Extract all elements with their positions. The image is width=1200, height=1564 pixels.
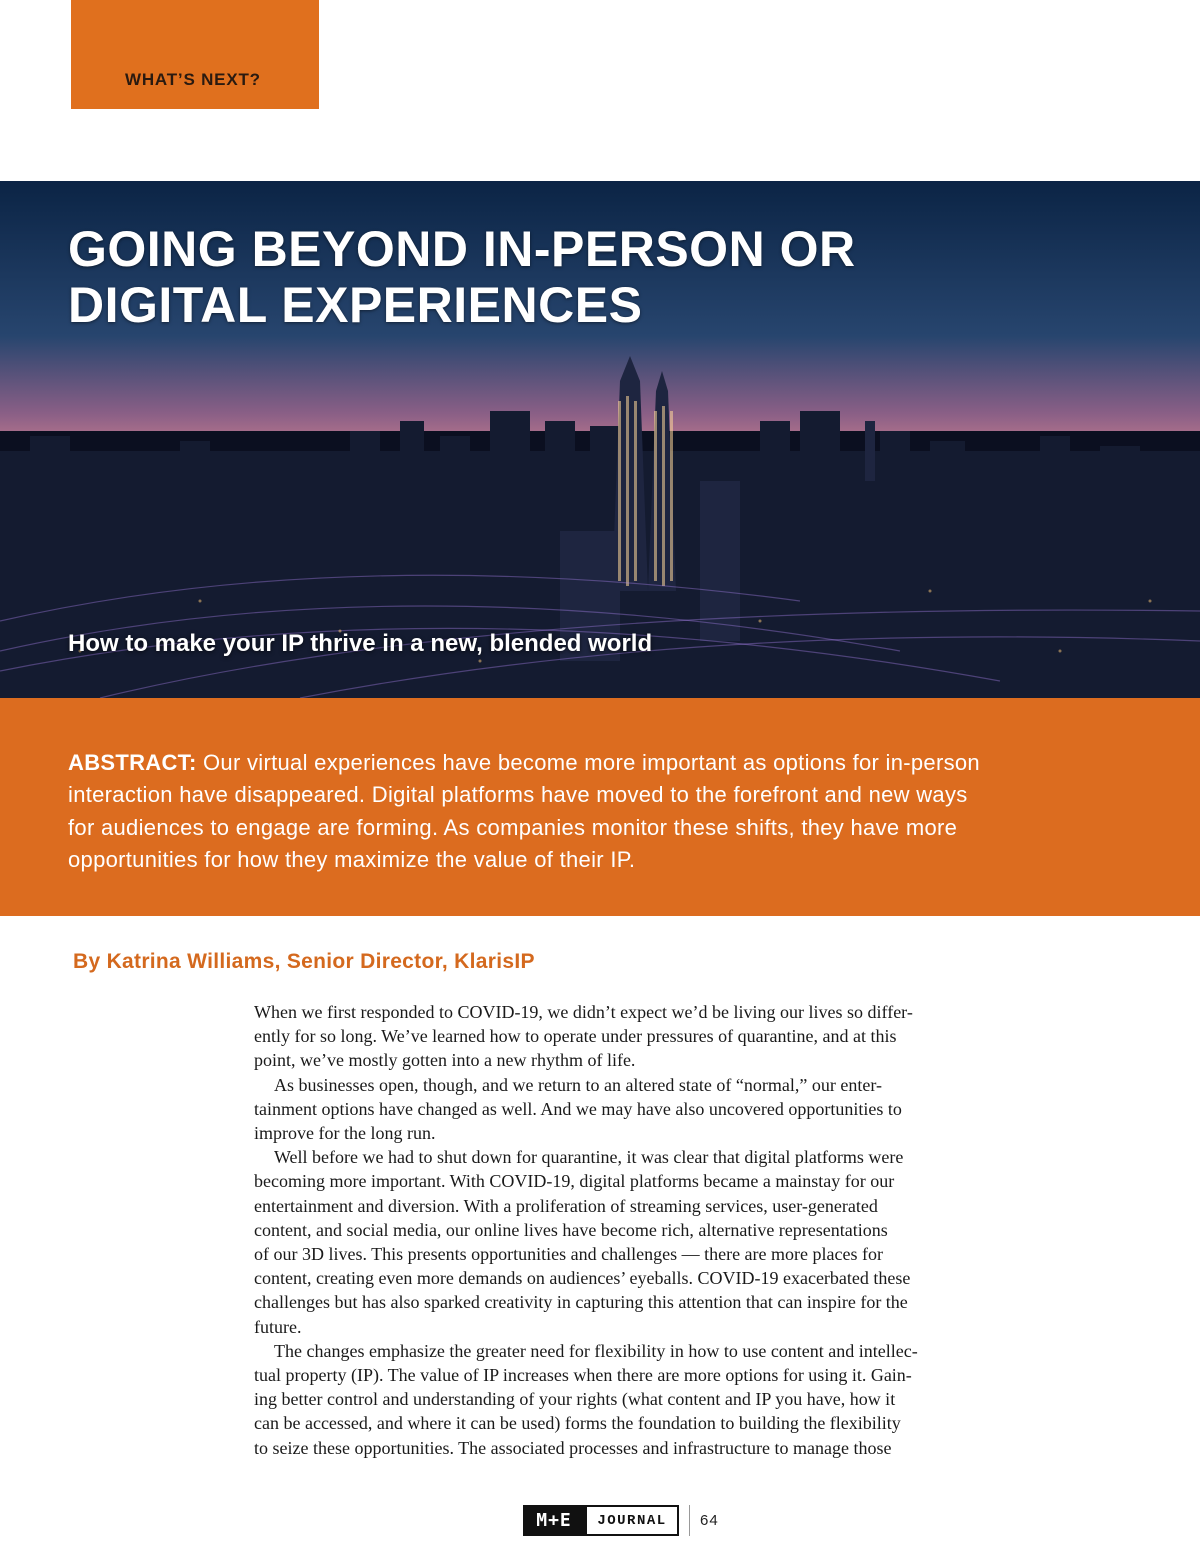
abstract-line: for audiences to engage are forming. As companies monitor these shifts, they have more [68, 814, 958, 840]
body-line: content, creating even more demands on audiences’ eyeballs. COVID-19 exacerbated these [254, 1268, 911, 1289]
body-line: tainment options have changed as well. And we may have also uncovered opportunities to [254, 1098, 902, 1119]
body-line: tual property (IP). The value of IP increases when there are more options for using it. Gain- [254, 1365, 912, 1386]
abstract-text [68, 747, 1088, 876]
article-subtitle: How to make your IP thrive in a new, blended world [68, 630, 653, 657]
body-line: becoming more important. With COVID-19, digital platforms became a mainstay for our [254, 1171, 895, 1192]
author-byline: By Katrina Williams, Senior Director, KlarisIP [73, 950, 535, 973]
abstract-line: Our virtual experiences have become more important as options for in-person [196, 750, 980, 775]
body-line: ing better control and understanding of your rights (what content and IP you have, how it [254, 1389, 896, 1410]
page-number: 64 [689, 1505, 719, 1536]
body-line: When we first responded to COVID-19, we didn’t expect we’d be living our lives so differ- [254, 1002, 913, 1022]
page-footer [523, 1505, 719, 1536]
article-title [68, 221, 856, 333]
body-line: can be accessed, and where it can be used) forms the foundation to building the flexibility [254, 1413, 901, 1434]
section-tab [71, 0, 319, 109]
body-line: point, we’ve mostly gotten into a new rhythm of life. [254, 1050, 636, 1071]
section-label: WHAT’S NEXT? [125, 70, 261, 89]
hero-banner [0, 181, 1200, 698]
body-line: improve for the long run. [254, 1123, 436, 1144]
body-line: Well before we had to shut down for quarantine, it was clear that digital platforms were [274, 1147, 904, 1168]
body-line: challenges but has also sparked creativity in capturing this attention that can inspire for the [254, 1292, 908, 1313]
body-line: ently for so long. We’ve learned how to operate under pressures of quarantine, and at this [254, 1026, 897, 1047]
abstract-label: ABSTRACT: [68, 750, 197, 775]
body-line: As businesses open, though, and we return to an altered state of “normal,” our enter- [274, 1074, 882, 1095]
journal-logo: JOURNAL [585, 1505, 679, 1536]
abstract-line: opportunities for how they maximize the value of their IP. [68, 846, 636, 872]
body-line: entertainment and diversion. With a proliferation of streaming services, user-generated [254, 1195, 878, 1216]
abstract-box [0, 698, 1200, 916]
abstract-line: interaction have disappeared. Digital platforms have moved to the forefront and new ways [68, 782, 968, 808]
body-line: of our 3D lives. This presents opportunities and challenges — there are more places for [254, 1244, 883, 1265]
body-line: content, and social media, our online lives have become rich, alternative representations [254, 1219, 888, 1240]
body-line: future. [254, 1316, 302, 1337]
me-logo: M+E [523, 1505, 585, 1536]
title-line: GOING BEYOND IN-PERSON OR [68, 221, 856, 277]
body-line: The changes emphasize the greater need for flexibility in how to use content and intellec- [274, 1340, 918, 1361]
title-line: DIGITAL EXPERIENCES [68, 277, 643, 333]
body-line: to seize these opportunities. The associated processes and infrastructure to manage those [254, 1437, 892, 1458]
article-body [254, 1000, 954, 1460]
